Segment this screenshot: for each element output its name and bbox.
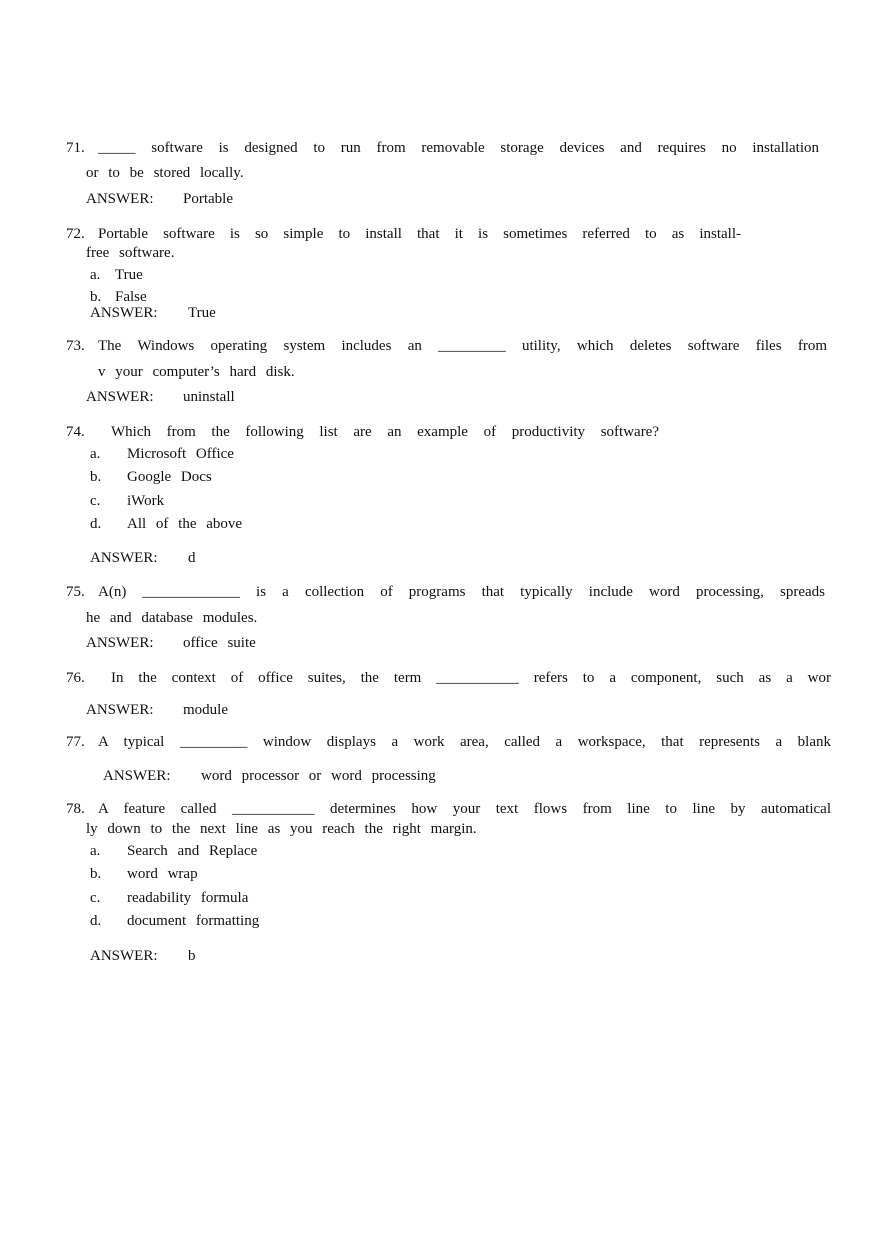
option-letter: d. [90, 913, 102, 929]
option-text: iWork [127, 493, 165, 509]
option-text: All of the above [127, 516, 243, 532]
answer-label: ANSWER: [86, 191, 154, 207]
option-letter: d. [90, 516, 102, 532]
answer-label: ANSWER: [90, 305, 158, 321]
answer-value: word processor or word processing [201, 768, 436, 784]
option-text: readability formula [127, 890, 249, 906]
question-number: 73. [66, 338, 85, 354]
answer-label: ANSWER: [103, 768, 171, 784]
question-text-line-2: ly down to the next line as you reach the right margin. [86, 821, 477, 837]
option-letter: c. [90, 493, 101, 509]
question-number: 71. [66, 140, 85, 156]
question-text-line-1: The Windows operating system includes an _________ utility, which deletes software files from [98, 338, 827, 354]
question-text-line-1: Portable software is so simple to install that it is sometimes referred to as install- [98, 226, 741, 242]
option-letter: b. [90, 469, 102, 485]
option-text: True [115, 267, 143, 283]
question-text-line-1: A(n) _____________ is a collection of programs that typically include word processing, spreads [98, 584, 825, 600]
question-number: 78. [66, 801, 85, 817]
answer-value: b [188, 948, 196, 964]
option-text: Search and Replace [127, 843, 258, 859]
question-text-line-2: or to be stored locally. [86, 165, 244, 181]
answer-value: True [188, 305, 216, 321]
answer-value: uninstall [183, 389, 235, 405]
answer-value: d [188, 550, 196, 566]
answer-label: ANSWER: [90, 550, 158, 566]
question-number: 77. [66, 734, 85, 750]
option-letter: b. [90, 866, 102, 882]
question-number: 74. [66, 424, 85, 440]
question-text-line-1: A typical _________ window displays a work area, called a workspace, that represents a blank [98, 734, 831, 750]
option-letter: b. [90, 289, 102, 305]
option-letter: a. [90, 843, 101, 859]
option-letter: a. [90, 267, 101, 283]
option-text: word wrap [127, 866, 198, 882]
answer-label: ANSWER: [86, 702, 154, 718]
answer-value: Portable [183, 191, 233, 207]
question-number: 72. [66, 226, 85, 242]
answer-label: ANSWER: [86, 635, 154, 651]
question-number: 76. [66, 670, 85, 686]
option-text: document formatting [127, 913, 260, 929]
answer-label: ANSWER: [86, 389, 154, 405]
question-text-line-2: free software. [86, 245, 175, 261]
option-text: Google Docs [127, 469, 212, 485]
answer-value: office suite [183, 635, 256, 651]
question-text-line-2: v your computer’s hard disk. [98, 364, 295, 380]
answer-label: ANSWER: [90, 948, 158, 964]
question-text-line-1: In the context of office suites, the term ___________ refers to a component, such as a wor [111, 670, 831, 686]
question-text-line-1: _____ software is designed to run from removable storage devices and requires no installation [98, 140, 819, 156]
question-number: 75. [66, 584, 85, 600]
option-text: Microsoft Office [127, 446, 234, 462]
answer-value: module [183, 702, 228, 718]
question-text-line-1: Which from the following list are an example of productivity software? [111, 424, 659, 440]
option-text: False [115, 289, 147, 305]
option-letter: a. [90, 446, 101, 462]
option-letter: c. [90, 890, 101, 906]
question-text-line-2: he and database modules. [86, 610, 258, 626]
question-text-line-1: A feature called ___________ determines how your text flows from line to line by automatical [98, 801, 831, 817]
